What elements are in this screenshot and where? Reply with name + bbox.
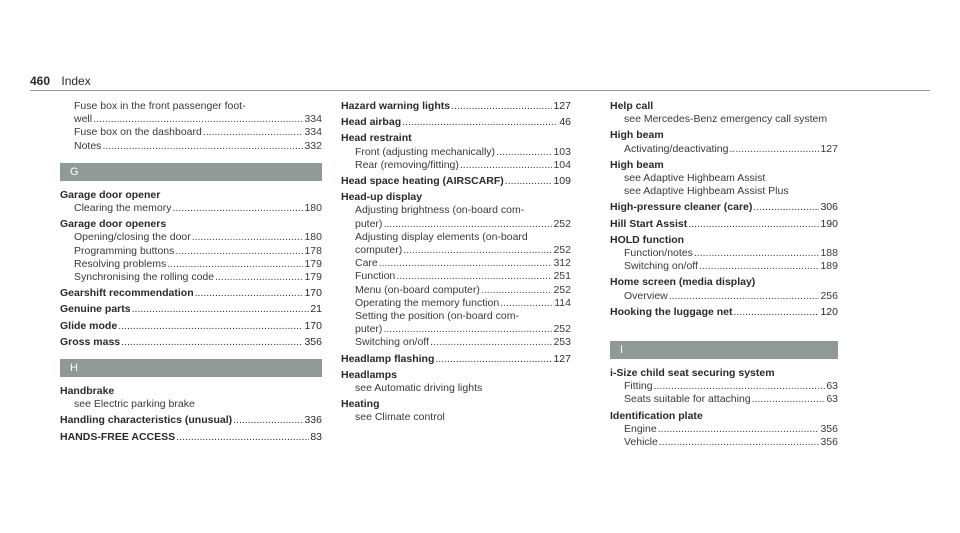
page-ref[interactable]: 252 — [553, 217, 571, 230]
entry-title: Help call — [610, 100, 654, 112]
page-ref[interactable]: 312 — [553, 257, 571, 270]
index-entry — [341, 132, 571, 172]
sub-entry-label: Rear (removing/fitting) — [355, 158, 459, 171]
page-ref[interactable]: 104 — [553, 158, 571, 171]
page-number: 460 — [30, 74, 51, 88]
page-ref[interactable]: 252 — [553, 283, 571, 296]
sub-entry[interactable] — [341, 159, 571, 172]
leader-dots — [403, 244, 552, 257]
index-entry[interactable] — [60, 336, 322, 349]
see-reference[interactable]: see Electric parking brake — [74, 398, 195, 411]
page-ref[interactable]: 179 — [304, 271, 322, 284]
page-ref[interactable]: 306 — [820, 201, 838, 214]
index-entry[interactable] — [60, 320, 322, 333]
sub-entry[interactable] — [341, 244, 571, 257]
see-reference[interactable]: see Mercedes-Benz emergency call system — [624, 113, 828, 126]
see-reference[interactable]: see Adaptive Highbeam Assist Plus — [624, 185, 789, 198]
sub-entry[interactable] — [341, 284, 571, 297]
entry-title: Gross mass — [60, 335, 121, 348]
leader-dots — [195, 287, 304, 300]
page-ref[interactable]: 189 — [820, 260, 838, 273]
leader-dots — [699, 260, 820, 273]
leader-dots — [396, 270, 552, 283]
leader-dots — [93, 113, 303, 126]
section-title: Index — [61, 74, 91, 88]
sub-entry-label: Fuse box on the dashboard — [74, 126, 202, 139]
page-ref[interactable]: 180 — [304, 231, 322, 244]
index-entry — [610, 159, 838, 199]
page-ref[interactable]: 46 — [559, 116, 571, 129]
leader-dots — [167, 258, 303, 271]
see-reference[interactable]: see Climate control — [355, 411, 445, 424]
leader-dots — [176, 431, 309, 444]
sub-entry[interactable] — [341, 297, 571, 310]
index-entry[interactable] — [60, 287, 322, 300]
sub-entry-label: Engine — [624, 422, 657, 435]
see-reference[interactable]: see Automatic driving lights — [355, 382, 483, 395]
page-ref[interactable]: 127 — [553, 352, 571, 365]
leader-dots — [658, 423, 820, 436]
sub-entry[interactable] — [610, 247, 838, 260]
entry-title: Heating — [341, 398, 380, 411]
page-ref[interactable]: 170 — [304, 319, 322, 332]
index-entry[interactable] — [60, 303, 322, 316]
sub-entry-label: Synchronising the rolling code — [74, 271, 215, 284]
entry-title: Headlamp flashing — [341, 352, 435, 365]
leader-dots — [752, 393, 826, 406]
leader-dots — [694, 247, 820, 260]
sub-entry[interactable] — [610, 260, 838, 273]
index-entry — [341, 398, 571, 424]
sub-entry[interactable] — [610, 380, 838, 393]
leader-dots — [118, 320, 303, 333]
sub-entry[interactable] — [610, 393, 838, 406]
index-entry[interactable] — [610, 201, 838, 214]
leader-dots — [233, 414, 303, 427]
index-entry — [341, 369, 571, 395]
leader-dots — [192, 231, 304, 244]
leader-dots — [383, 323, 552, 336]
sub-entry-label: Seats suitable for attaching — [624, 393, 751, 406]
sub-entry-label: Resolving problems — [74, 257, 167, 270]
sub-entry[interactable] — [60, 271, 322, 284]
leader-dots — [215, 271, 303, 284]
page-ref[interactable]: 114 — [554, 296, 571, 309]
entry-title: High-pressure cleaner (care) — [610, 201, 753, 214]
page-ref[interactable]: 120 — [820, 305, 838, 318]
sub-entry-line: Setting the position (on-board com- — [355, 310, 520, 323]
page-ref[interactable]: 179 — [304, 257, 322, 270]
sub-entry-label: Function/notes — [624, 247, 693, 260]
leader-dots — [669, 290, 820, 303]
entry-title: HOLD function — [610, 233, 685, 246]
index-entry — [341, 191, 571, 349]
page-ref[interactable]: 21 — [310, 303, 322, 316]
sub-entry[interactable] — [60, 113, 322, 126]
index-entry — [610, 234, 838, 274]
header-divider — [30, 90, 930, 91]
leader-dots — [102, 140, 303, 153]
index-entry — [60, 385, 322, 411]
page-ref[interactable]: 253 — [553, 336, 571, 349]
sub-entry-label: puter) — [355, 217, 383, 230]
leader-dots — [175, 245, 303, 258]
index-column-2 — [341, 100, 571, 428]
index-entry — [610, 129, 838, 155]
entry-title: Glide mode — [60, 319, 118, 332]
sub-entry-label: Menu (on-board computer) — [355, 283, 480, 296]
leader-dots — [402, 116, 558, 129]
index-entry[interactable] — [341, 175, 571, 188]
entry-title: Handbrake — [60, 385, 115, 398]
sub-entry[interactable] — [341, 323, 571, 336]
sub-entry-line: Fuse box in the front passenger foot- — [74, 100, 246, 112]
index-column-3 — [610, 100, 838, 452]
entry-title: Head-up display — [341, 191, 423, 204]
entry-title: Head restraint — [341, 132, 412, 145]
page-ref[interactable]: 356 — [304, 335, 322, 348]
sub-entry[interactable] — [60, 126, 322, 139]
leader-dots — [451, 100, 552, 113]
sub-entry[interactable] — [610, 143, 838, 156]
leader-dots — [505, 175, 553, 188]
page-header — [30, 74, 91, 88]
sub-entry-label: Opening/closing the door — [74, 231, 191, 244]
page-ref[interactable]: 180 — [304, 202, 322, 215]
entry-title: Gearshift recommendation — [60, 287, 194, 300]
index-entry[interactable] — [60, 414, 322, 427]
sub-entry-label: Vehicle — [624, 436, 658, 449]
leader-dots — [379, 257, 553, 270]
page-ref[interactable]: 127 — [553, 100, 571, 112]
entry-title: HANDS-FREE ACCESS — [60, 430, 176, 443]
see-reference[interactable]: see Adaptive Highbeam Assist — [624, 172, 766, 185]
index-entry — [60, 100, 322, 153]
index-entry — [610, 410, 838, 450]
entry-title: Garage door openers — [60, 218, 167, 231]
page-ref[interactable]: 127 — [820, 142, 838, 155]
index-entry — [60, 218, 322, 284]
index-entry — [610, 367, 838, 407]
sub-entry-label: Overview — [624, 289, 668, 302]
leader-dots — [753, 201, 819, 214]
leader-dots — [654, 380, 826, 393]
sub-entry[interactable] — [60, 202, 322, 215]
sub-entry[interactable] — [341, 270, 571, 283]
sub-entry-label: Switching on/off — [624, 260, 698, 273]
leader-dots — [688, 218, 819, 231]
sub-entry[interactable] — [60, 245, 322, 258]
leader-dots — [383, 218, 552, 231]
leader-dots — [500, 297, 553, 310]
leader-dots — [734, 306, 820, 319]
leader-dots — [435, 353, 552, 366]
entry-title: Identification plate — [610, 409, 703, 422]
sub-entry[interactable] — [341, 257, 571, 270]
entry-title: Hooking the luggage net — [610, 305, 733, 318]
entry-title: Head space heating (AIRSCARF) — [341, 175, 504, 188]
leader-dots — [460, 159, 553, 172]
page-ref[interactable]: 63 — [826, 380, 838, 393]
sub-entry[interactable] — [341, 336, 571, 349]
sub-entry-label: Front (adjusting mechanically) — [355, 145, 496, 158]
index-entry[interactable] — [60, 431, 322, 444]
sub-entry-label: computer) — [355, 244, 403, 257]
leader-dots — [172, 202, 303, 215]
index-entry — [610, 100, 838, 126]
entry-title: Hill Start Assist — [610, 217, 688, 230]
sub-entry[interactable] — [610, 436, 838, 449]
sub-entry-line: Adjusting display elements (on-board — [355, 230, 528, 243]
page-ref[interactable]: 251 — [553, 270, 571, 283]
sub-entry[interactable] — [60, 258, 322, 271]
sub-entry-label: Care — [355, 257, 378, 270]
sub-entry-label: Activating/deactivating — [624, 142, 729, 155]
index-entry[interactable] — [341, 100, 571, 113]
sub-entry-line: Adjusting brightness (on-board com- — [355, 204, 525, 217]
page-ref[interactable]: 356 — [820, 436, 838, 449]
entry-title: Handling characteristics (unusual) — [60, 414, 233, 427]
sub-entry-label: Notes — [74, 139, 102, 152]
leader-dots — [659, 436, 820, 449]
sub-entry-label: Clearing the memory — [74, 202, 172, 215]
page-ref[interactable]: 332 — [304, 139, 322, 152]
page-ref[interactable]: 188 — [820, 247, 838, 260]
leader-dots — [121, 336, 303, 349]
entry-title: Headlamps — [341, 368, 398, 381]
sub-entry[interactable] — [341, 218, 571, 231]
page-ref[interactable]: 356 — [820, 422, 838, 435]
page-ref[interactable]: 190 — [820, 217, 838, 230]
index-entry — [60, 189, 322, 215]
page-ref[interactable]: 336 — [304, 414, 322, 427]
sub-entry[interactable] — [60, 140, 322, 153]
index-column-1 — [60, 100, 322, 447]
page-ref[interactable]: 103 — [553, 145, 571, 158]
index-entry[interactable] — [610, 306, 838, 319]
entry-title: Garage door opener — [60, 188, 161, 201]
sub-entry-label: Switching on/off — [355, 336, 429, 349]
sub-entry-label: Function — [355, 270, 396, 283]
letter-heading-i: I — [610, 341, 838, 359]
page-ref[interactable]: 252 — [553, 323, 571, 336]
sub-entry-label: Programming buttons — [74, 244, 175, 257]
page-ref[interactable]: 83 — [310, 430, 322, 443]
page-ref[interactable]: 63 — [826, 393, 838, 406]
leader-dots — [496, 146, 552, 159]
entry-title: High beam — [610, 158, 664, 171]
entry-title: Hazard warning lights — [341, 100, 451, 112]
page-ref[interactable]: 170 — [304, 287, 322, 300]
leader-dots — [203, 126, 304, 139]
index-entry[interactable] — [341, 116, 571, 129]
entry-title: High beam — [610, 129, 664, 142]
page-ref[interactable]: 256 — [820, 289, 838, 302]
page-ref[interactable]: 178 — [304, 244, 322, 257]
sub-entry-label: Operating the memory function — [355, 296, 500, 309]
page-ref[interactable]: 109 — [553, 175, 571, 188]
leader-dots — [729, 143, 819, 156]
letter-heading-g: G — [60, 163, 322, 181]
page-ref[interactable]: 252 — [553, 244, 571, 257]
entry-title: Head airbag — [341, 116, 402, 129]
sub-entry[interactable] — [341, 146, 571, 159]
sub-entry-label: well — [74, 113, 93, 126]
leader-dots — [430, 336, 553, 349]
leader-dots — [132, 303, 310, 316]
index-entry[interactable] — [610, 218, 838, 231]
sub-entry-label: Fitting — [624, 380, 653, 393]
sub-entry[interactable] — [60, 231, 322, 244]
leader-dots — [481, 284, 553, 297]
sub-entry[interactable] — [610, 290, 838, 303]
sub-entry[interactable] — [610, 423, 838, 436]
letter-heading-h: H — [60, 359, 322, 377]
index-entry[interactable] — [341, 353, 571, 366]
entry-title: Genuine parts — [60, 303, 131, 316]
entry-title: Home screen (media display) — [610, 276, 756, 289]
sub-entry-label: puter) — [355, 323, 383, 336]
entry-title: i-Size child seat securing system — [610, 367, 775, 380]
page-ref[interactable]: 334 — [304, 126, 322, 139]
index-entry — [610, 276, 838, 302]
page-ref[interactable]: 334 — [304, 113, 322, 126]
